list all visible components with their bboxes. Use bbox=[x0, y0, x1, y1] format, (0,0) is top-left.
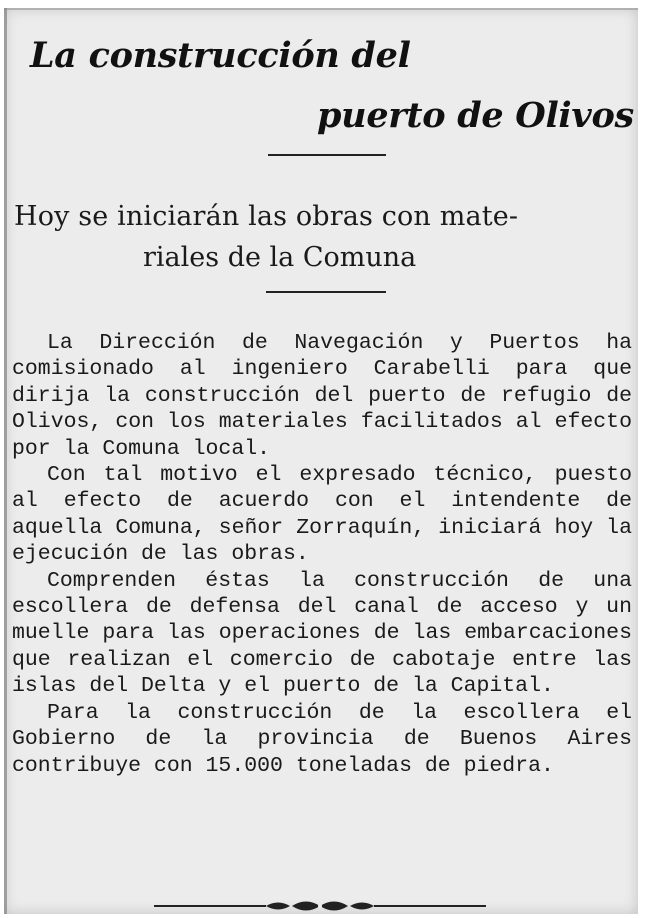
clipping-top-edge bbox=[4, 8, 638, 10]
headline-line-1: La construcción del bbox=[30, 35, 411, 76]
article-body bbox=[12, 330, 632, 779]
clipping-left-edge bbox=[4, 8, 7, 914]
headline-line-2: puerto de Olivos bbox=[317, 95, 634, 136]
headline-divider bbox=[268, 154, 386, 156]
article-paragraph-3: Comprenden éstas la construcción de una escollera de defensa del canal de acceso y un muelle para las operaciones de las embarcaciones que realizan el comercio de cabotaje entre las islas del Delta y el puerto de la Capital. bbox=[12, 568, 632, 699]
newspaper-clipping bbox=[4, 8, 638, 914]
article-paragraph-1: La Dirección de Navegación y Puertos ha comisionado al ingeniero Carabelli para que dirija la construcción del puerto de refugio de Olivos, con los materiales facilitados al efecto por la Comuna local. bbox=[12, 331, 632, 461]
subheadline-line-1: Hoy se iniciarán las obras con mate- bbox=[14, 201, 519, 232]
subheadline-line-2: riales de la Comuna bbox=[143, 242, 417, 273]
article-paragraph-4: Para la construcción de la escollera el Gobierno de la provincia de Buenos Aires contribuye con 15.000 toneladas de piedra. bbox=[12, 700, 632, 778]
subheadline-divider bbox=[266, 291, 386, 293]
article-paragraph-2: Con tal motivo el expresado técnico, puesto al efecto de acuerdo con el intendente de aquella Comuna, señor Zorraquín, iniciará hoy la ejecución de las obras. bbox=[12, 463, 632, 567]
end-ornament-icon bbox=[154, 898, 486, 914]
